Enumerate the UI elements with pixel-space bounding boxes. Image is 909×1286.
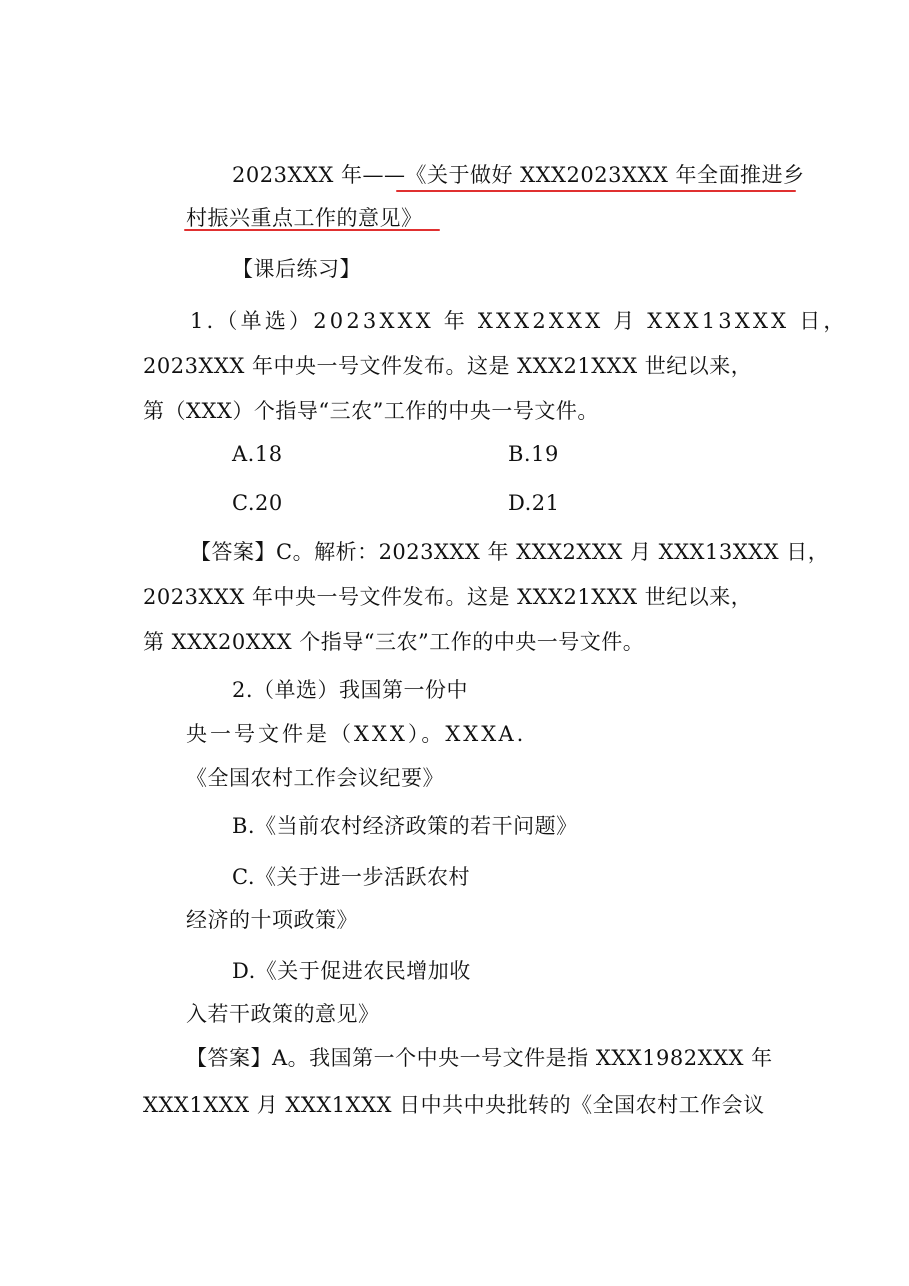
q1-option-b: B.19 (508, 442, 559, 466)
q2-line-2: 央一号文件是（XXX）。XXXA. (186, 722, 527, 746)
q2-option-b: B.《当前农村经济政策的若干问题》 (232, 814, 578, 838)
title-underline-2 (184, 229, 440, 231)
q1-answer-line-1: 【答案】C。解析：2023XXX 年 XXX2XXX 月 XXX13XXX 日， (190, 540, 830, 564)
title-link-part-1: 《关于做好 XXX2023XXX 年全面推进乡 (405, 163, 805, 187)
title-prefix: 2023XXX 年—— (232, 163, 406, 187)
q1-option-a: A.18 (232, 442, 283, 466)
q2-answer-line-1: 【答案】A。我国第一个中央一号文件是指 XXX1982XXX 年 (186, 1046, 773, 1070)
section-heading: 【课后练习】 (232, 257, 361, 281)
title-link-part-2: 村振兴重点工作的意见》 (186, 206, 423, 230)
q1-answer-line-2: 2023XXX 年中央一号文件发布。这是 XXX21XXX 世纪以来， (143, 585, 753, 609)
q1-line-1: 1.（单选）2023XXX 年 XXX2XXX 月 XXX13XXX 日， (190, 309, 848, 333)
q2-answer-line-2: XXX1XXX 月 XXX1XXX 日中共中央批转的《全国农村工作会议 (143, 1093, 765, 1117)
q2-option-d-line-2: 入若干政策的意见》 (186, 1002, 380, 1026)
q2-option-d-line-1: D.《关于促进农民增加收 (232, 959, 471, 983)
q2-option-c-line-1: C.《关于进一步活跃农村 (232, 865, 470, 889)
q1-line-3: 第（XXX）个指导“三农”工作的中央一号文件。 (143, 399, 599, 423)
q1-line-2: 2023XXX 年中央一号文件发布。这是 XXX21XXX 世纪以来， (143, 354, 753, 378)
q1-answer-line-3: 第 XXX20XXX 个指导“三农”工作的中央一号文件。 (143, 630, 645, 654)
q1-option-c: C.20 (232, 491, 283, 515)
q2-option-c-line-2: 经济的十项政策》 (186, 908, 358, 932)
title-underline-1 (396, 190, 796, 192)
q2-line-1: 2.（单选）我国第一份中 (232, 678, 469, 702)
q1-option-d: D.21 (508, 491, 560, 515)
document-title-line-1 (232, 160, 804, 190)
q2-line-3: 《全国农村工作会议纪要》 (186, 766, 444, 790)
